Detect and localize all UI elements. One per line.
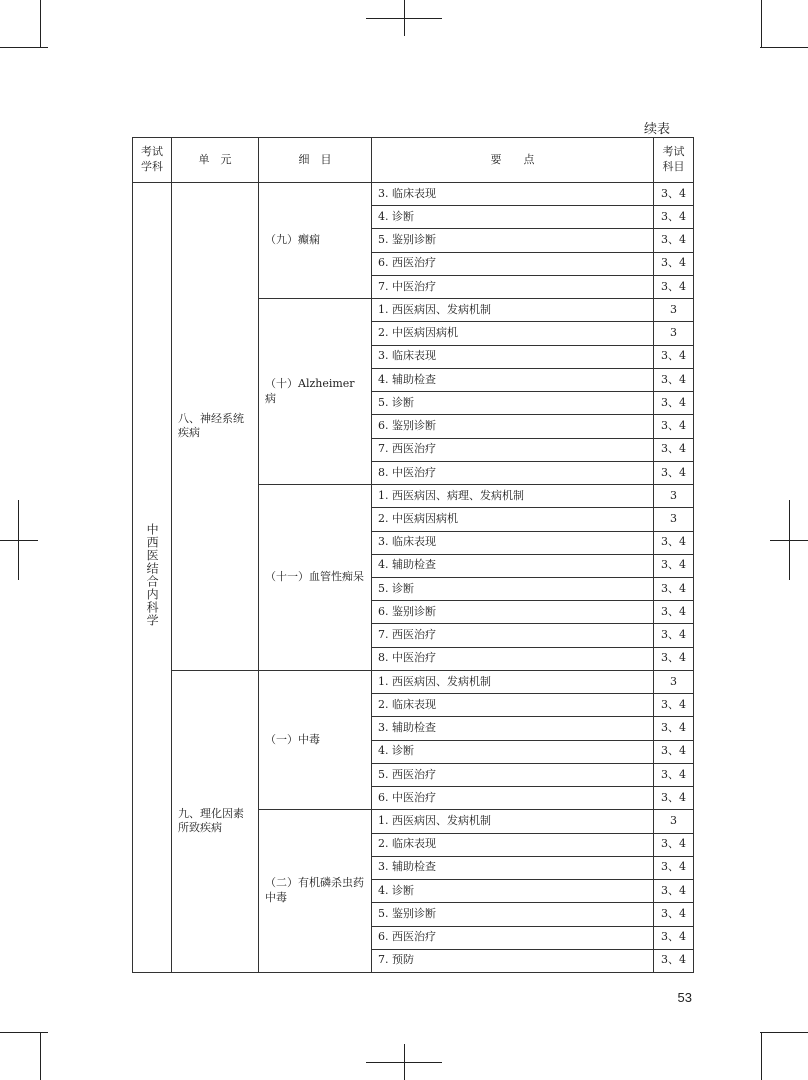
score-cell: 3、4 bbox=[654, 740, 694, 763]
point-cell: 3. 临床表现 bbox=[372, 183, 654, 206]
point-cell: 2. 临床表现 bbox=[372, 694, 654, 717]
score-cell: 3、4 bbox=[654, 926, 694, 949]
header-point: 要 点 bbox=[372, 138, 654, 183]
score-cell: 3、4 bbox=[654, 763, 694, 786]
score-cell: 3、4 bbox=[654, 438, 694, 461]
point-cell: 7. 预防 bbox=[372, 949, 654, 972]
item-cell: （一）中毒 bbox=[259, 670, 372, 809]
header-subject: 考试 学科 bbox=[133, 138, 172, 183]
point-cell: 4. 诊断 bbox=[372, 206, 654, 229]
score-cell: 3、4 bbox=[654, 903, 694, 926]
continued-label: 续表 bbox=[643, 122, 670, 137]
score-cell: 3、4 bbox=[654, 461, 694, 484]
score-cell: 3、4 bbox=[654, 880, 694, 903]
point-cell: 4. 诊断 bbox=[372, 880, 654, 903]
point-cell: 3. 临床表现 bbox=[372, 345, 654, 368]
score-cell: 3、4 bbox=[654, 206, 694, 229]
point-cell: 5. 鉴别诊断 bbox=[372, 229, 654, 252]
table-header-row bbox=[133, 138, 694, 183]
point-cell: 6. 西医治疗 bbox=[372, 252, 654, 275]
header-score: 考试 科目 bbox=[654, 138, 694, 183]
point-cell: 3. 临床表现 bbox=[372, 531, 654, 554]
point-cell: 6. 鉴别诊断 bbox=[372, 601, 654, 624]
page-number: 53 bbox=[677, 990, 692, 1005]
point-cell: 7. 西医治疗 bbox=[372, 624, 654, 647]
score-cell: 3、4 bbox=[654, 368, 694, 391]
point-cell: 5. 诊断 bbox=[372, 577, 654, 600]
unit-cell: 九、理化因素所致疾病 bbox=[172, 670, 259, 972]
score-cell: 3、4 bbox=[654, 531, 694, 554]
score-cell: 3、4 bbox=[654, 345, 694, 368]
point-cell: 2. 临床表现 bbox=[372, 833, 654, 856]
header-item: 细 目 bbox=[259, 138, 372, 183]
point-cell: 4. 辅助检查 bbox=[372, 368, 654, 391]
point-cell: 8. 中医治疗 bbox=[372, 647, 654, 670]
score-cell: 3、4 bbox=[654, 275, 694, 298]
table-row bbox=[133, 183, 694, 206]
score-cell: 3、4 bbox=[654, 554, 694, 577]
point-cell: 2. 中医病因病机 bbox=[372, 508, 654, 531]
point-cell: 7. 西医治疗 bbox=[372, 438, 654, 461]
point-cell: 4. 诊断 bbox=[372, 740, 654, 763]
point-cell: 5. 鉴别诊断 bbox=[372, 903, 654, 926]
score-cell: 3、4 bbox=[654, 577, 694, 600]
header-unit: 单 元 bbox=[172, 138, 259, 183]
point-cell: 3. 辅助检查 bbox=[372, 856, 654, 879]
point-cell: 6. 中医治疗 bbox=[372, 787, 654, 810]
item-cell: （九）癫痫 bbox=[259, 183, 372, 299]
score-cell: 3、4 bbox=[654, 601, 694, 624]
score-cell: 3、4 bbox=[654, 717, 694, 740]
score-cell: 3 bbox=[654, 810, 694, 833]
point-cell: 7. 中医治疗 bbox=[372, 275, 654, 298]
score-cell: 3、4 bbox=[654, 415, 694, 438]
score-cell: 3 bbox=[654, 670, 694, 693]
item-cell: （二）有机磷杀虫药中毒 bbox=[259, 810, 372, 973]
score-cell: 3、4 bbox=[654, 833, 694, 856]
point-cell: 6. 鉴别诊断 bbox=[372, 415, 654, 438]
table-row bbox=[133, 670, 694, 693]
point-cell: 1. 西医病因、发病机制 bbox=[372, 810, 654, 833]
point-cell: 1. 西医病因、发病机制 bbox=[372, 299, 654, 322]
score-cell: 3、4 bbox=[654, 949, 694, 972]
point-cell: 1. 西医病因、病理、发病机制 bbox=[372, 485, 654, 508]
point-cell: 3. 辅助检查 bbox=[372, 717, 654, 740]
score-cell: 3 bbox=[654, 485, 694, 508]
score-cell: 3、4 bbox=[654, 856, 694, 879]
score-cell: 3 bbox=[654, 299, 694, 322]
score-cell: 3、4 bbox=[654, 392, 694, 415]
table-body bbox=[133, 183, 694, 973]
point-cell: 4. 辅助检查 bbox=[372, 554, 654, 577]
score-cell: 3、4 bbox=[654, 229, 694, 252]
subject-label: 中西医结合内科学 bbox=[145, 523, 160, 628]
point-cell: 6. 西医治疗 bbox=[372, 926, 654, 949]
score-cell: 3、4 bbox=[654, 787, 694, 810]
score-cell: 3、4 bbox=[654, 624, 694, 647]
syllabus-table bbox=[132, 137, 694, 973]
score-cell: 3、4 bbox=[654, 183, 694, 206]
subject-cell bbox=[133, 183, 172, 973]
score-cell: 3 bbox=[654, 322, 694, 345]
point-cell: 1. 西医病因、发病机制 bbox=[372, 670, 654, 693]
score-cell: 3、4 bbox=[654, 647, 694, 670]
point-cell: 5. 诊断 bbox=[372, 392, 654, 415]
point-cell: 2. 中医病因病机 bbox=[372, 322, 654, 345]
unit-cell: 八、神经系统疾病 bbox=[172, 183, 259, 671]
score-cell: 3、4 bbox=[654, 252, 694, 275]
score-cell: 3 bbox=[654, 508, 694, 531]
item-cell: （十一）血管性痴呆 bbox=[259, 485, 372, 671]
item-cell: （十）Alzheimer 病 bbox=[259, 299, 372, 485]
score-cell: 3、4 bbox=[654, 694, 694, 717]
point-cell: 5. 西医治疗 bbox=[372, 763, 654, 786]
point-cell: 8. 中医治疗 bbox=[372, 461, 654, 484]
